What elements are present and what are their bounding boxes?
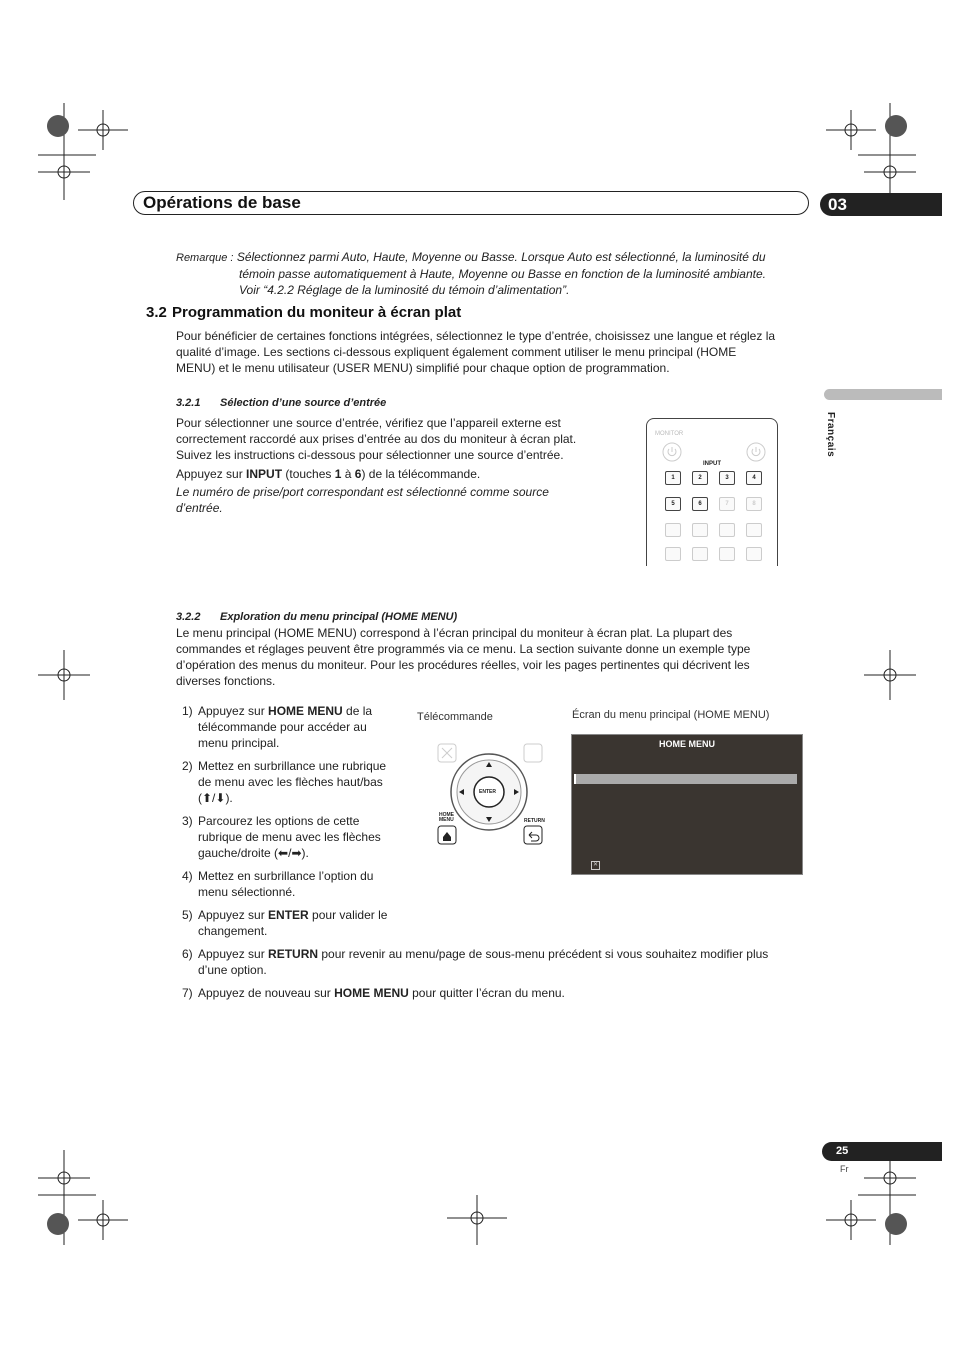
press-input-instruction: Appuyez sur INPUT (touches 1 à 6) de la télécommande. (176, 467, 481, 481)
remark-line: témoin passe automatiquement à Haute, Moyenne ou Basse en fonction de la luminosité ambiante. (239, 267, 766, 281)
remote-button[interactable] (719, 547, 735, 561)
subsection-body: Le menu principal (HOME MENU) correspond à l’écran principal du moniteur à écran plat. La plupart des commandes et réglages peuvent être programmés via ce menu. La section suivante donne un exemple type d’opération des menus du moniteur. Pour les procédures réelles, voir les pages pertinentes qui décrivent les diverses fonctions. (176, 626, 751, 688)
home-menu-screen (571, 734, 803, 875)
close-icon[interactable]: ✕ (592, 862, 599, 868)
input-button-2[interactable]: 2 (692, 471, 708, 485)
remote-navigation-illustration (430, 734, 550, 850)
subsection-body: Pour sélectionner une source d’entrée, vérifiez que l’appareil externe est correctement raccordé aux prises d’entrée au dos du moniteur à écran plat. Suivez les instructions ci-dessous pour sélectionner une source d’entrée. Appuyez sur INPUT (touches 1 à 6) de la télécommande. Le numéro de prise/port correspondant est sélectionné comme source d’entrée. (176, 416, 577, 515)
input-button-3[interactable]: 3 (719, 471, 735, 485)
remote-button[interactable] (665, 523, 681, 537)
return-icon[interactable] (524, 826, 542, 844)
input-button-5[interactable]: 5 (665, 497, 681, 511)
remote-button[interactable] (719, 523, 735, 537)
subsection-heading: 3.2.2 Exploration du menu principal (HOME MENU) (176, 611, 458, 623)
monitor-label: MONITOR (655, 431, 684, 437)
remote-button[interactable] (692, 547, 708, 561)
input-button-8[interactable]: 8 (746, 497, 762, 511)
remote-button[interactable] (692, 523, 708, 537)
section-intro: Pour bénéficier de certaines fonctions intégrées, sélectionnez le type d’entrée, choisissez une langue et réglez la qualité d’image. Les sections ci-dessous expliquent également comment utiliser le menu principal (HOME MENU) et le menu utilisateur (USER MENU) simplifié pour chaque option de programmation. (176, 329, 776, 375)
remark-line: Voir “4.2.2 Réglage de la luminosité du témoin d’alimentation”. (239, 283, 570, 297)
menu-highlight-row[interactable] (574, 774, 797, 784)
input-label: INPUT (703, 461, 721, 467)
standby-icon (745, 441, 767, 463)
section-heading: 3.2 Programmation du moniteur à écran plat (146, 304, 462, 321)
language-tab (824, 389, 942, 400)
home-icon[interactable] (438, 826, 456, 844)
remote-caption: Télécommande (417, 711, 493, 723)
chapter-title: Opérations de base (143, 193, 301, 212)
remote-button[interactable] (746, 547, 762, 561)
chapter-number: 03 (820, 193, 942, 216)
remark-line: Sélectionnez parmi Auto, Haute, Moyenne ou Basse. Lorsque Auto est sélectionné, la luminosité du (236, 250, 766, 264)
input-button-4[interactable]: 4 (746, 471, 762, 485)
result-note: Le numéro de prise/port correspondant est sélectionné comme source d’entrée. (176, 485, 549, 515)
page-language: Fr (840, 1164, 849, 1174)
screen-caption: Écran du menu principal (HOME MENU) (572, 709, 770, 721)
input-button-1[interactable]: 1 (665, 471, 681, 485)
input-button-7[interactable]: 7 (719, 497, 735, 511)
subsection-heading: 3.2.1 Sélection d’une source d’entrée (176, 397, 387, 409)
power-icon (661, 441, 683, 463)
remote-button[interactable] (746, 523, 762, 537)
remark-note (176, 249, 816, 298)
enter-button[interactable]: ENTER (479, 789, 496, 795)
return-label: RETURN (524, 818, 545, 824)
home-menu-label: HOME MENU (439, 812, 454, 823)
remark-label: Remarque : (176, 252, 234, 264)
page-number: 25 (822, 1142, 942, 1161)
menu-title: HOME MENU (659, 739, 715, 749)
remote-button[interactable] (665, 547, 681, 561)
input-button-6[interactable]: 6 (692, 497, 708, 511)
language-label: Français (825, 412, 836, 458)
remote-input-illustration (646, 418, 778, 566)
